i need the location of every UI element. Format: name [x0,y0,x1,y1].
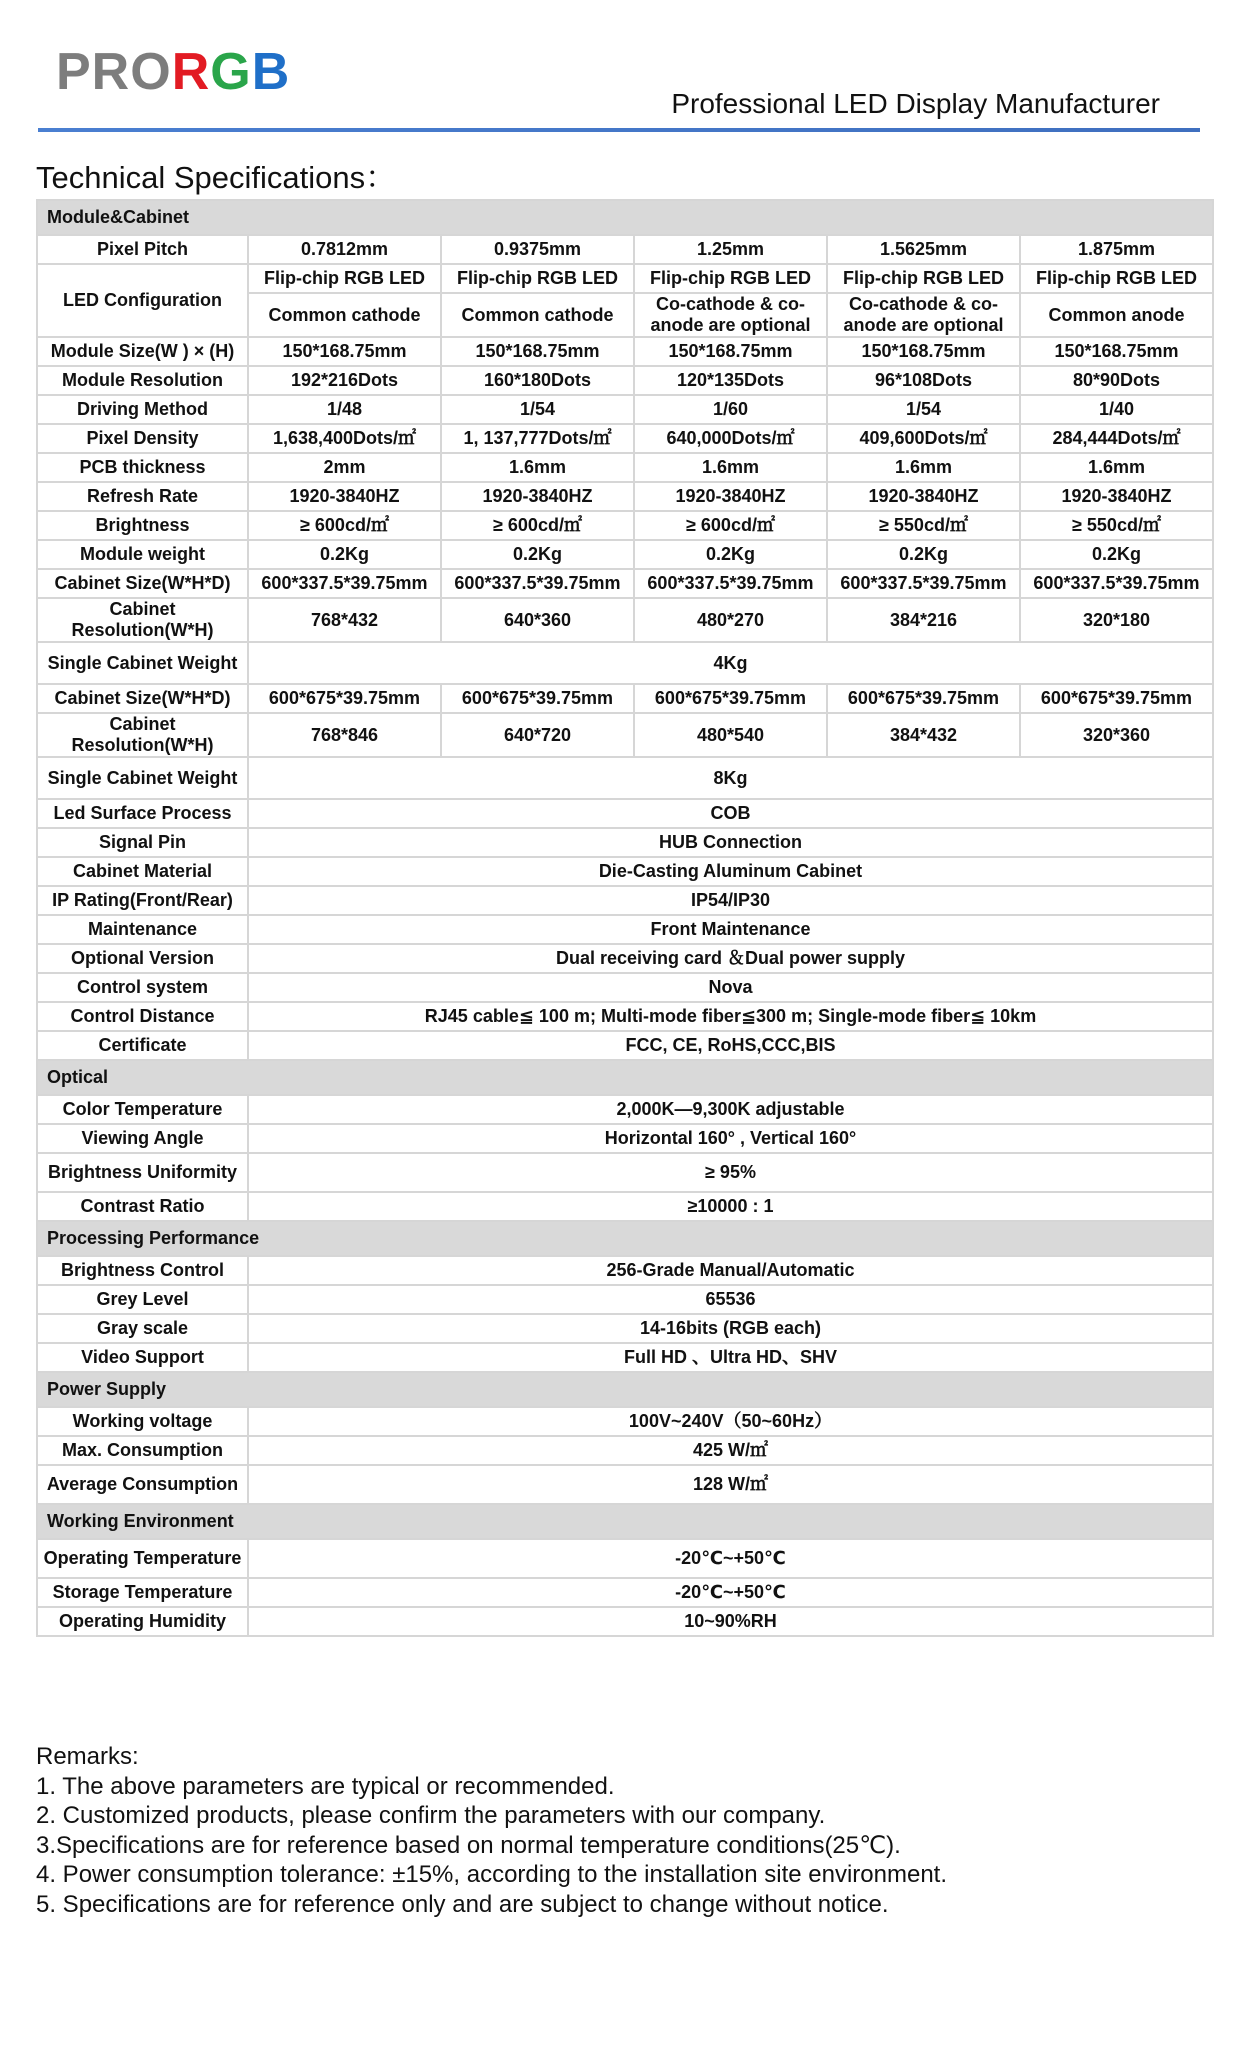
table-row [37,598,1213,642]
row-label: Cabinet Size(W*H*D) [37,684,248,713]
row-label: PCB thickness [37,453,248,482]
table-row [37,1465,1213,1504]
section-title: Optical [37,1060,1213,1095]
table-cell: 160*180Dots [441,366,634,395]
table-row [37,886,1213,915]
table-cell-merged: 10~90%RH [248,1607,1213,1636]
table-cell: 1,638,400Dots/㎡ [248,424,441,453]
row-label: Module Resolution [37,366,248,395]
page-header [38,38,1200,134]
row-label: Pixel Density [37,424,248,453]
row-label: Pixel Pitch [37,235,248,264]
specifications-table [36,199,1214,1637]
section-title: Module&Cabinet [37,200,1213,235]
table-cell: 480*540 [634,713,827,757]
row-label: Cabinet Resolution(W*H) [37,713,248,757]
table-row [37,1031,1213,1060]
row-label: Brightness Uniformity [37,1153,248,1192]
table-cell: 1920-3840HZ [634,482,827,511]
table-row [37,453,1213,482]
table-cell: 600*675*39.75mm [248,684,441,713]
table-cell: 150*168.75mm [827,337,1020,366]
table-cell-merged: 425 W/㎡ [248,1436,1213,1465]
row-label: Operating Humidity [37,1607,248,1636]
table-cell: 150*168.75mm [634,337,827,366]
row-label: Gray scale [37,1314,248,1343]
section-title: Power Supply [37,1372,1213,1407]
table-cell: ≥ 600cd/㎡ [441,511,634,540]
table-cell: 1/40 [1020,395,1213,424]
table-row [37,1607,1213,1636]
table-cell: 600*675*39.75mm [1020,684,1213,713]
table-cell: 320*180 [1020,598,1213,642]
table-cell-merged: FCC, CE, RoHS,CCC,BIS [248,1031,1213,1060]
row-label: Refresh Rate [37,482,248,511]
row-label: Working voltage [37,1407,248,1436]
table-row [37,713,1213,757]
table-row [37,799,1213,828]
table-cell: Flip-chip RGB LED [1020,264,1213,293]
table-cell-merged: ≥ 95% [248,1153,1213,1192]
table-cell: 320*360 [1020,713,1213,757]
table-cell: 1.6mm [634,453,827,482]
row-label: Average Consumption [37,1465,248,1504]
table-cell-merged: ≥10000 : 1 [248,1192,1213,1221]
table-cell: 640*360 [441,598,634,642]
table-cell-merged: 2,000K—9,300K adjustable [248,1095,1213,1124]
header-divider [38,128,1200,132]
row-label: Cabinet Resolution(W*H) [37,598,248,642]
table-cell-merged: Nova [248,973,1213,1002]
row-label: Module Size(W ) × (H) [37,337,248,366]
table-row [37,1436,1213,1465]
table-row [37,1192,1213,1221]
table-cell: 600*675*39.75mm [441,684,634,713]
table-cell: 0.2Kg [1020,540,1213,569]
table-row [37,1002,1213,1031]
table-cell: 1.6mm [827,453,1020,482]
table-cell: 384*216 [827,598,1020,642]
table-cell: 768*432 [248,598,441,642]
row-label: Single Cabinet Weight [37,642,248,684]
row-label: IP Rating(Front/Rear) [37,886,248,915]
row-label: Driving Method [37,395,248,424]
section-header-processing [37,1221,1213,1256]
table-row [37,1256,1213,1285]
row-label: Maintenance [37,915,248,944]
row-label: Brightness Control [37,1256,248,1285]
table-cell: Flip-chip RGB LED [827,264,1020,293]
table-cell: 1/48 [248,395,441,424]
table-row [37,973,1213,1002]
table-cell: ≥ 550cd/㎡ [1020,511,1213,540]
row-label: Grey Level [37,1285,248,1314]
table-row [37,828,1213,857]
table-cell: 150*168.75mm [248,337,441,366]
table-row [37,395,1213,424]
table-cell: 0.7812mm [248,235,441,264]
table-cell-merged: -20℃~+50℃ [248,1578,1213,1607]
table-cell: 1920-3840HZ [1020,482,1213,511]
table-cell: 768*846 [248,713,441,757]
table-cell: 0.2Kg [634,540,827,569]
table-row [37,642,1213,684]
prorgb-logo [56,42,290,102]
table-row [37,1095,1213,1124]
table-cell: 192*216Dots [248,366,441,395]
table-row [37,915,1213,944]
table-cell: 600*337.5*39.75mm [441,569,634,598]
table-cell: 600*337.5*39.75mm [1020,569,1213,598]
table-cell: 0.2Kg [441,540,634,569]
table-row [37,424,1213,453]
table-cell-merged: 8Kg [248,757,1213,799]
table-row [37,757,1213,799]
row-label: Optional Version [37,944,248,973]
table-row [37,857,1213,886]
table-cell: 284,444Dots/㎡ [1020,424,1213,453]
table-cell: 1920-3840HZ [248,482,441,511]
table-cell: 0.2Kg [248,540,441,569]
row-label: Certificate [37,1031,248,1060]
table-cell: 600*675*39.75mm [827,684,1020,713]
table-cell-merged: COB [248,799,1213,828]
row-label: Cabinet Material [37,857,248,886]
table-cell: 0.2Kg [827,540,1020,569]
table-row [37,684,1213,713]
section-title: Processing Performance [37,1221,1213,1256]
table-row [37,1539,1213,1578]
table-row [37,1343,1213,1372]
row-label: Brightness [37,511,248,540]
table-cell: 640,000Dots/㎡ [634,424,827,453]
table-cell: Flip-chip RGB LED [441,264,634,293]
table-row [37,264,1213,293]
remark-item: 1. The above parameters are typical or recommended. [36,1772,615,1800]
table-row [37,337,1213,366]
table-cell: 600*337.5*39.75mm [248,569,441,598]
table-cell: Flip-chip RGB LED [248,264,441,293]
table-cell: 1.6mm [1020,453,1213,482]
page-title: Technical Specifications： [36,160,397,195]
section-header-power [37,1372,1213,1407]
table-cell: Co-cathode & co-anode are optional [634,293,827,337]
remark-item: 2. Customized products, please confirm the parameters with our company. [36,1802,826,1829]
row-label: LED Configuration [37,264,248,337]
table-cell: 480*270 [634,598,827,642]
table-cell-merged: 100V~240V（50~60Hz） [248,1407,1213,1436]
table-cell: 150*168.75mm [1020,337,1213,366]
row-label: Signal Pin [37,828,248,857]
table-cell: 1/54 [441,395,634,424]
logo-letter-g: G [210,43,252,101]
table-cell: Co-cathode & co-anode are optional [827,293,1020,337]
table-cell: 384*432 [827,713,1020,757]
table-cell: 600*675*39.75mm [634,684,827,713]
table-cell: 1.25mm [634,235,827,264]
table-cell: 1/54 [827,395,1020,424]
logo-letter-b: B [251,43,291,101]
table-row [37,1285,1213,1314]
section-header-module-cabinet [37,200,1213,235]
row-label: Operating Temperature [37,1539,248,1578]
table-cell: 409,600Dots/㎡ [827,424,1020,453]
logo-letter-r: R [171,43,211,101]
table-cell-merged: RJ45 cable≦ 100 m; Multi-mode fiber≦300 m; Single-mode fiber≦ 10km [248,1002,1213,1031]
table-cell: 600*337.5*39.75mm [634,569,827,598]
table-row [37,540,1213,569]
table-cell-merged: Horizontal 160° , Vertical 160° [248,1124,1213,1153]
table-cell: ≥ 600cd/㎡ [634,511,827,540]
row-label: Color Temperature [37,1095,248,1124]
table-row [37,1153,1213,1192]
table-cell-merged: 256-Grade Manual/Automatic [248,1256,1213,1285]
table-cell: 80*90Dots [1020,366,1213,395]
row-label: Led Surface Process [37,799,248,828]
row-label: Control Distance [37,1002,248,1031]
section-header-optical [37,1060,1213,1095]
table-cell: Common cathode [441,293,634,337]
row-label: Control system [37,973,248,1002]
table-cell-merged: IP54/IP30 [248,886,1213,915]
remark-item: 4. Power consumption tolerance: ±15%, according to the installation site environment. [36,1861,948,1888]
table-cell: 1.5625mm [827,235,1020,264]
table-cell: ≥ 550cd/㎡ [827,511,1020,540]
row-label: Cabinet Size(W*H*D) [37,569,248,598]
table-row [37,569,1213,598]
table-cell-merged: -20℃~+50℃ [248,1539,1213,1578]
row-label: Module weight [37,540,248,569]
row-label: Contrast Ratio [37,1192,248,1221]
table-cell: Common cathode [248,293,441,337]
table-cell: 1920-3840HZ [827,482,1020,511]
table-cell: 2mm [248,453,441,482]
table-cell-merged: HUB Connection [248,828,1213,857]
row-label: Video Support [37,1343,248,1372]
table-row [37,482,1213,511]
remark-item: 5. Specifications are for reference only and are subject to change without notice. [36,1890,889,1918]
table-row [37,235,1213,264]
table-cell: ≥ 600cd/㎡ [248,511,441,540]
table-cell-merged: Front Maintenance [248,915,1213,944]
table-cell: 120*135Dots [634,366,827,395]
table-cell-merged: Full HD 、Ultra HD、SHV [248,1343,1213,1372]
table-cell: 640*720 [441,713,634,757]
table-cell-merged: 14-16bits (RGB each) [248,1314,1213,1343]
table-cell: 0.9375mm [441,235,634,264]
remarks-heading: Remarks: [36,1743,139,1770]
table-cell-merged: Die-Casting Aluminum Cabinet [248,857,1213,886]
table-cell-merged: Dual receiving card ＆Dual power supply [248,944,1213,973]
table-cell: 600*337.5*39.75mm [827,569,1020,598]
table-row [37,511,1213,540]
table-cell: 150*168.75mm [441,337,634,366]
table-row [37,1407,1213,1436]
section-title: Working Environment [37,1504,1213,1539]
remarks-section [36,1742,947,1919]
table-cell: 1, 137,777Dots/㎡ [441,424,634,453]
table-row [37,1578,1213,1607]
row-label: Storage Temperature [37,1578,248,1607]
row-label: Max. Consumption [37,1436,248,1465]
table-row [37,1314,1213,1343]
row-label: Single Cabinet Weight [37,757,248,799]
table-cell: Common anode [1020,293,1213,337]
table-cell-merged: 4Kg [248,642,1213,684]
table-cell: Flip-chip RGB LED [634,264,827,293]
table-row [37,944,1213,973]
table-cell: 96*108Dots [827,366,1020,395]
company-tagline: Professional LED Display Manufacturer [671,88,1160,119]
section-header-environment [37,1504,1213,1539]
table-row [37,1124,1213,1153]
table-cell: 1/60 [634,395,827,424]
table-cell: 1920-3840HZ [441,482,634,511]
table-cell: 1.6mm [441,453,634,482]
row-label: Viewing Angle [37,1124,248,1153]
logo-text-pro: PRO [56,43,172,101]
table-cell: 1.875mm [1020,235,1213,264]
remark-item: 3.Specifications are for reference based on normal temperature conditions(25℃). [36,1831,901,1859]
table-cell-merged: 128 W/㎡ [248,1465,1213,1504]
table-cell-merged: 65536 [248,1285,1213,1314]
table-row [37,366,1213,395]
